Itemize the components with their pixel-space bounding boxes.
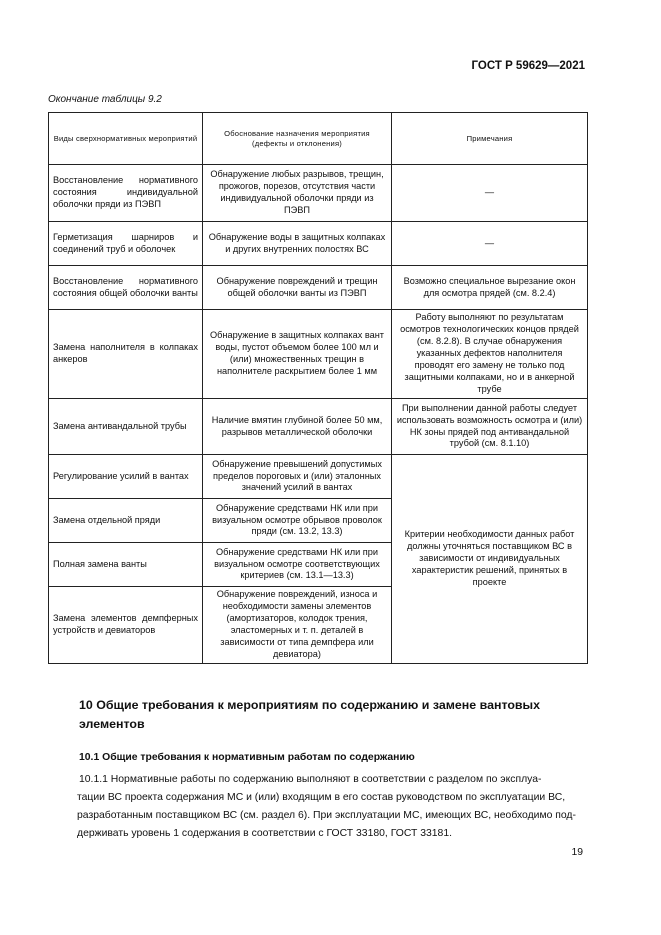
measure-cell: Замена наполнителя в колпаках анкеров (49, 310, 203, 399)
reason-cell: Обнаружение воды в защитных колпаках и других внутренних полостях ВС (203, 222, 392, 266)
measure-cell: Герметизация шарниров и соединений труб и оболочек (49, 222, 203, 266)
table-row (49, 165, 588, 222)
column-header-measures: Виды сверхнормативных мероприятий (49, 113, 203, 165)
measure-cell: Замена отдельной пряди (49, 499, 203, 543)
paragraph-line: держивать уровень 1 содержания в соответствии с ГОСТ 33180, ГОСТ 33181. (77, 827, 452, 839)
table-row (49, 455, 588, 499)
table-header-row (49, 113, 588, 165)
note-cell: Возможно специальное вырезание окон для осмотра прядей (см. 8.2.4) (392, 266, 588, 310)
measure-cell: Регулирование усилий в вантах (49, 455, 203, 499)
reason-cell: Наличие вмятин глубиной более 50 мм, разрывов металлической оболочки (203, 399, 392, 455)
column-header-notes: Примечания (392, 113, 588, 165)
reason-cell: Обнаружение превышений допустимых пределов пороговых и (или) эталонных значений усилий в вантах (203, 455, 392, 499)
measure-cell: Полная замена ванты (49, 543, 203, 587)
note-cell: — (392, 165, 588, 222)
reason-cell: Обнаружение повреждений и трещин общей оболочки ванты из ПЭВП (203, 266, 392, 310)
subsection-heading: 10.1 Общие требования к нормативным работам по содержанию (79, 752, 415, 763)
table-row (49, 266, 588, 310)
body-paragraph (79, 771, 588, 843)
reason-cell: Обнаружение повреждений, износа и необходимости замены элементов (амортизаторов, колодок трения, эластомерных и т. п. деталей в зависимости от типа демпфера или девиатора) (203, 587, 392, 664)
measure-cell: Замена элементов демпферных устройств и девиаторов (49, 587, 203, 664)
table-row (49, 222, 588, 266)
reason-cell: Обнаружение средствами НК или при визуальном осмотре обрывов проволок пряди (см. 13.2, 13.3) (203, 499, 392, 543)
column-header-reason: Обоснование назначения мероприятия (дефекты и отклонения) (203, 113, 392, 165)
measure-cell: Замена антивандальной трубы (49, 399, 203, 455)
reason-cell: Обнаружение любых разрывов, трещин, прожогов, порезов, отсутствия части индивидуальной оболочки пряди из ПЭВП (203, 165, 392, 222)
document-header: ГОСТ Р 59629—2021 (471, 60, 585, 72)
table-caption: Окончание таблицы 9.2 (48, 94, 162, 105)
paragraph-line: 10.1.1 Нормативные работы по содержанию выполняют в соответствии с разделом по эксплуа- (79, 774, 542, 785)
note-cell: При выполнении данной работы следует использовать возможность осмотра и (или) НК зоны прядей под антивандальной трубой (см. 8.1.10) (392, 399, 588, 455)
paragraph-line: разработанным поставщиком ВС (см. раздел 6). При эксплуатации МС, имеющих ВС, необходимо под- (77, 809, 576, 821)
section-heading: 10 Общие требования к мероприятиям по содержанию и замене вантовых элементов (79, 698, 541, 732)
page-number: 19 (571, 847, 583, 858)
measures-table (48, 112, 588, 664)
reason-cell: Обнаружение средствами НК или при визуальном осмотре соответствующих критериев (см. 13.1—13.3) (203, 543, 392, 587)
table-row (49, 310, 588, 399)
reason-cell: Обнаружение в защитных колпаках вант воды, пустот объемом более 100 мл и (или) множественных трещин в наполнителе раскрытием более 1 мм (203, 310, 392, 399)
note-cell: Работу выполняют по результатам осмотров технологических концов прядей (см. 8.2.8). В случае обнаружения указанных дефектов наполнителя проводят его замену не только под защитными колпаками, но и в анкерной трубе (392, 310, 588, 399)
paragraph-line: тации ВС проекта содержания МС и (или) входящим в его состав руководством по эксплуатации ВС, (77, 791, 566, 803)
note-cell: — (392, 222, 588, 266)
table-row (49, 399, 588, 455)
measure-cell: Восстановление нормативного состояния индивидуальной оболочки пряди из ПЭВП (49, 165, 203, 222)
measure-cell: Восстановление нормативного состояния общей оболочки ванты (49, 266, 203, 310)
merged-note-cell: Критерии необходимости данных работ должны уточняться поставщиком ВС в зависимости от индивидуальных характеристик решений, принятых в проекте (392, 455, 588, 664)
